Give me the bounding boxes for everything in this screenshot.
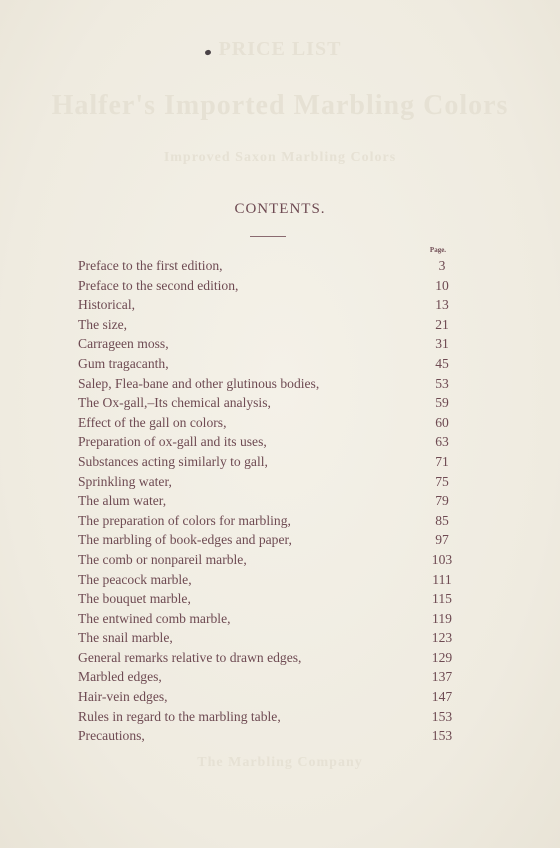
entry-title: Precautions,: [78, 728, 145, 744]
entry-page-number: 103: [431, 551, 453, 567]
contents-entry: [78, 413, 458, 433]
entry-page-number: 129: [431, 649, 453, 665]
contents-list: [78, 256, 458, 746]
contents-entry: [78, 334, 458, 354]
entry-page-number: 31: [435, 336, 449, 352]
entry-title: The snail marble,: [78, 630, 173, 646]
entry-title: Preface to the second edition,: [78, 277, 239, 293]
entry-title: Rules in regard to the marbling table,: [78, 708, 281, 724]
entry-title: The marbling of book-edges and paper,: [78, 532, 292, 548]
entry-title: Preface to the first edition,: [78, 258, 223, 273]
page-title: CONTENTS.: [234, 201, 326, 217]
entry-title: Substances acting similarly to gall,: [78, 453, 268, 469]
contents-entry: [78, 511, 458, 531]
entry-page-number: 97: [435, 532, 449, 548]
entry-title: General remarks relative to drawn edges,: [78, 649, 302, 665]
contents-entry: [78, 472, 458, 492]
contents-entry: [78, 393, 458, 413]
contents-entry: [78, 530, 458, 550]
contents-entry: [78, 432, 458, 452]
show-through-text: PRICE LIST: [218, 38, 342, 60]
entry-page-number: 115: [432, 591, 452, 607]
entry-page-number: 79: [435, 493, 449, 509]
page-column-header: Page.: [429, 246, 447, 254]
entry-title: The comb or nonpareil marble,: [78, 551, 247, 567]
contents-entry: [78, 295, 458, 315]
contents-entry: [78, 256, 458, 276]
contents-entry: [78, 648, 458, 668]
entry-page-number: 137: [431, 669, 453, 685]
show-through-text: Improved Saxon Marbling Colors: [163, 150, 397, 165]
entry-title: The alum water,: [78, 493, 167, 509]
entry-title: Salep, Flea-bane and other glutinous bodies,: [78, 375, 320, 391]
entry-page-number: 10: [435, 277, 449, 293]
entry-title: The Ox-gall,–Its chemical analysis,: [78, 395, 271, 411]
entry-page-number: 53: [435, 375, 449, 391]
entry-title: Marbled edges,: [78, 669, 162, 685]
entry-title: Gum tragacanth,: [78, 355, 169, 371]
entry-page-number: 111: [432, 571, 452, 587]
entry-title: Preparation of ox-gall and its uses,: [78, 434, 267, 450]
show-through-text: Halfer's Imported Marbling Colors: [51, 90, 509, 121]
entry-title: The preparation of colors for marbling,: [78, 512, 291, 528]
entry-title: The bouquet marble,: [78, 591, 191, 607]
contents-entry: [78, 609, 458, 629]
entry-page-number: 85: [435, 512, 449, 528]
entry-page-number: 13: [435, 297, 449, 313]
contents-entry: [78, 726, 458, 746]
contents-entry: [78, 687, 458, 707]
contents-entry: [78, 628, 458, 648]
entry-title: Historical,: [78, 297, 136, 313]
entry-title: Effect of the gall on colors,: [78, 414, 227, 430]
entry-title: Hair-vein edges,: [78, 689, 168, 705]
entry-title: The size,: [78, 316, 128, 332]
contents-entry: [78, 315, 458, 335]
contents-entry: [78, 491, 458, 511]
contents-entry: [78, 550, 458, 570]
contents-entry: [78, 374, 458, 394]
entry-page-number: 3: [438, 258, 446, 273]
entry-title: The peacock marble,: [78, 571, 192, 587]
entry-page-number: 63: [435, 434, 449, 450]
contents-entry: [78, 570, 458, 590]
entry-page-number: 71: [435, 453, 449, 469]
entry-page-number: 59: [435, 395, 449, 411]
entry-page-number: 21: [435, 316, 449, 332]
contents-entry: [78, 667, 458, 687]
entry-title: Sprinkling water,: [78, 473, 172, 489]
entry-page-number: 60: [435, 414, 449, 430]
entry-page-number: 45: [435, 355, 449, 371]
entry-page-number: 153: [431, 728, 453, 744]
entry-page-number: 147: [431, 689, 453, 705]
entry-page-number: 75: [435, 473, 449, 489]
contents-entry: [78, 707, 458, 727]
title-divider: [250, 236, 286, 237]
entry-page-number: 153: [431, 708, 453, 724]
contents-entry: [78, 276, 458, 296]
entry-page-number: 119: [432, 610, 452, 626]
entry-title: The entwined comb marble,: [78, 610, 231, 626]
entry-page-number: 123: [431, 630, 453, 646]
entry-title: Carrageen moss,: [78, 336, 169, 352]
contents-entry: [78, 452, 458, 472]
contents-entry: [78, 354, 458, 374]
contents-entry: [78, 589, 458, 609]
show-through-text: The Marbling Company: [197, 755, 363, 770]
